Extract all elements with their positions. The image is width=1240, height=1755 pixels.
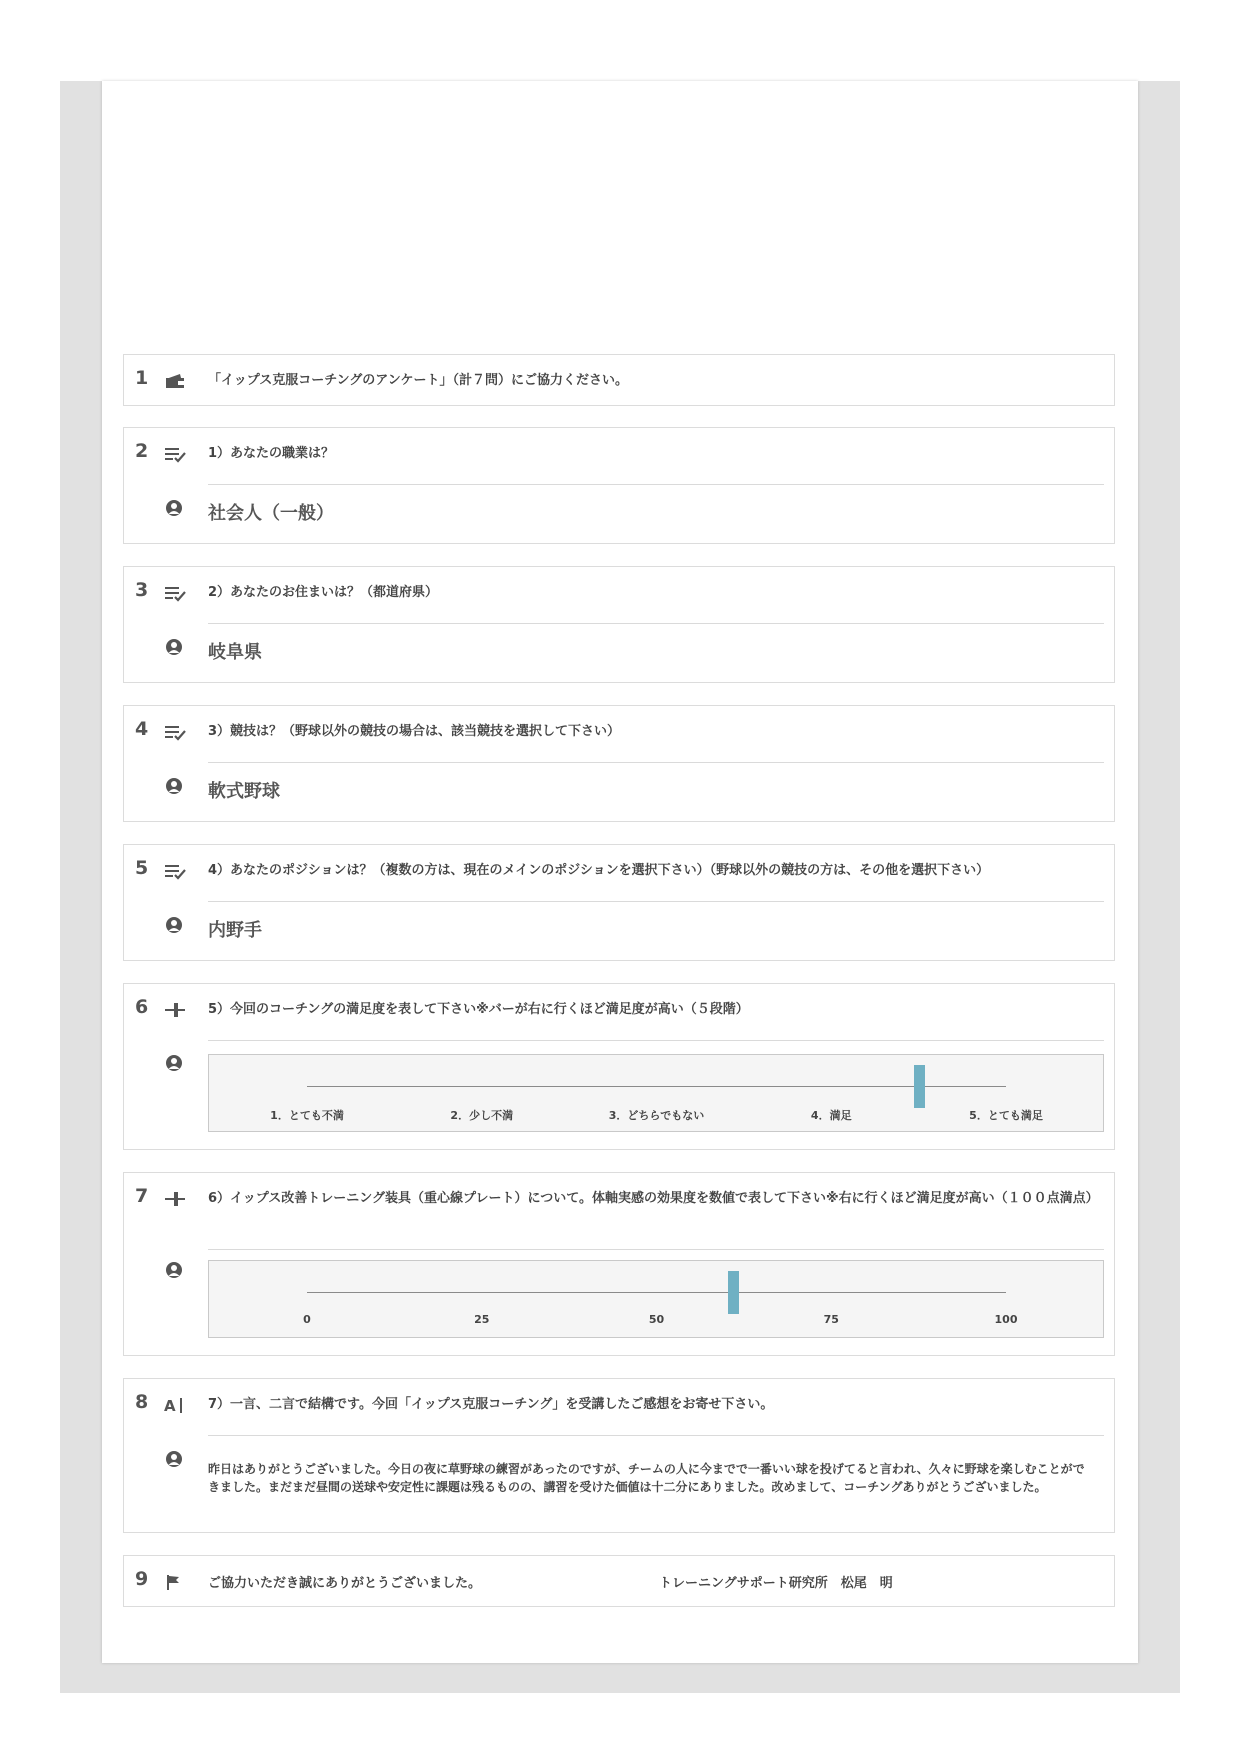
question-text: 2）あなたのお住まいは？（都道府県） xyxy=(208,585,439,600)
divider xyxy=(208,762,1104,763)
question-card-5 xyxy=(123,983,1115,1150)
svg-text:A: A xyxy=(164,1397,176,1415)
checklist-icon xyxy=(164,444,186,464)
user-icon xyxy=(165,499,183,517)
divider xyxy=(208,623,1104,624)
item-number: 5 xyxy=(135,857,149,879)
question-card-4 xyxy=(123,844,1115,961)
item-number: 6 xyxy=(135,996,149,1018)
question-text: 6）イップス改善トレーニング装具（重心線プレート）について。体軸実感の効果度を数値で表して下さい※右に行くほど満足度が高い（１００点満点） xyxy=(208,1191,1099,1206)
signature: トレーニングサポート研究所 松尾 明 xyxy=(659,1576,893,1591)
intro-text: 「イップス克服コーチングのアンケート」（計７問）にご協力ください。 xyxy=(208,373,629,388)
slider-label: 4．満足 xyxy=(810,1109,852,1122)
question-card-7 xyxy=(123,1378,1115,1533)
item-number: 3 xyxy=(135,579,149,601)
question-card-3 xyxy=(123,705,1115,822)
divider xyxy=(208,484,1104,485)
comment-answer: 昨日はありがとうございました。今日の夜に草野球の練習があったのですが、チームの人に今までで一番いい球を投げてると言われ、久々に野球を楽しむことができました。まだまだ昼間の送球や安定性に課題は残るものの、講習を受けた価値は十二分にありました。改めまして、コーチングありがとうございました。 xyxy=(208,1462,1085,1494)
item-number: 8 xyxy=(135,1391,149,1413)
survey-sheet xyxy=(102,81,1138,1663)
question-text: 7）一言、二言で結構です。今回「イップス克服コーチング」を受講したご感想をお寄せ下さい。 xyxy=(208,1397,774,1412)
item-number: 7 xyxy=(135,1185,149,1207)
item-number: 9 xyxy=(135,1568,149,1590)
slider-icon xyxy=(164,1189,186,1209)
divider xyxy=(208,1435,1104,1436)
closing-card xyxy=(123,1555,1115,1607)
user-icon xyxy=(165,1450,183,1468)
checklist-icon xyxy=(164,722,186,742)
question-card-1 xyxy=(123,427,1115,544)
slider-icon xyxy=(164,1000,186,1020)
question-text: 1）あなたの職業は？ xyxy=(208,446,335,461)
flag-icon xyxy=(164,1572,186,1592)
slider-label: 0 xyxy=(303,1313,311,1326)
slider-thumb[interactable] xyxy=(728,1271,739,1314)
slider-label: 2．少し不満 xyxy=(450,1109,514,1122)
answer-value: 岐阜県 xyxy=(208,642,262,663)
checklist-icon xyxy=(164,583,186,603)
question-card-2 xyxy=(123,566,1115,683)
slider-track xyxy=(307,1292,1006,1293)
slider-label: 25 xyxy=(474,1313,490,1326)
checklist-icon xyxy=(164,861,186,881)
slider-label: 50 xyxy=(648,1313,665,1326)
item-number: 1 xyxy=(135,367,149,389)
slider-label: 75 xyxy=(823,1313,839,1326)
slider-label: 100 xyxy=(994,1313,1018,1326)
divider xyxy=(208,901,1104,902)
intro-card xyxy=(123,354,1115,406)
answer-value: 内野手 xyxy=(208,920,262,941)
question-text: 5）今回のコーチングの満足度を表して下さい※バーが右に行くほど満足度が高い（５段階） xyxy=(208,1002,749,1017)
divider xyxy=(208,1249,1104,1250)
slider-label: 1．とても不満 xyxy=(270,1109,344,1122)
divider xyxy=(208,1040,1104,1041)
item-number: 2 xyxy=(135,440,149,462)
question-text: 4）あなたのポジションは？（複数の方は、現在のメインのポジションを選択下さい）（野球以外の競技の方は、その他を選択下さい） xyxy=(208,863,990,878)
question-card-6 xyxy=(123,1172,1115,1356)
slider-label: 5．とても満足 xyxy=(969,1109,1043,1122)
user-icon xyxy=(165,916,183,934)
text-field-icon xyxy=(164,1395,186,1415)
slider-label: 3．どちらでもない xyxy=(608,1109,705,1122)
user-icon xyxy=(165,1054,183,1072)
effectiveness-slider[interactable] xyxy=(208,1260,1104,1338)
user-icon xyxy=(165,777,183,795)
wallet-icon xyxy=(164,371,186,391)
item-number: 4 xyxy=(135,718,149,740)
user-icon xyxy=(165,638,183,656)
closing-text: ご協力いただき誠にありがとうございました。 xyxy=(208,1576,482,1591)
satisfaction-slider[interactable] xyxy=(208,1054,1104,1132)
slider-track xyxy=(307,1086,1006,1087)
user-icon xyxy=(165,1261,183,1279)
answer-value: 社会人（一般） xyxy=(208,503,334,524)
question-text: 3）競技は？（野球以外の競技の場合は、該当競技を選択して下さい） xyxy=(208,724,621,739)
answer-value: 軟式野球 xyxy=(208,781,280,802)
slider-thumb[interactable] xyxy=(914,1065,925,1108)
